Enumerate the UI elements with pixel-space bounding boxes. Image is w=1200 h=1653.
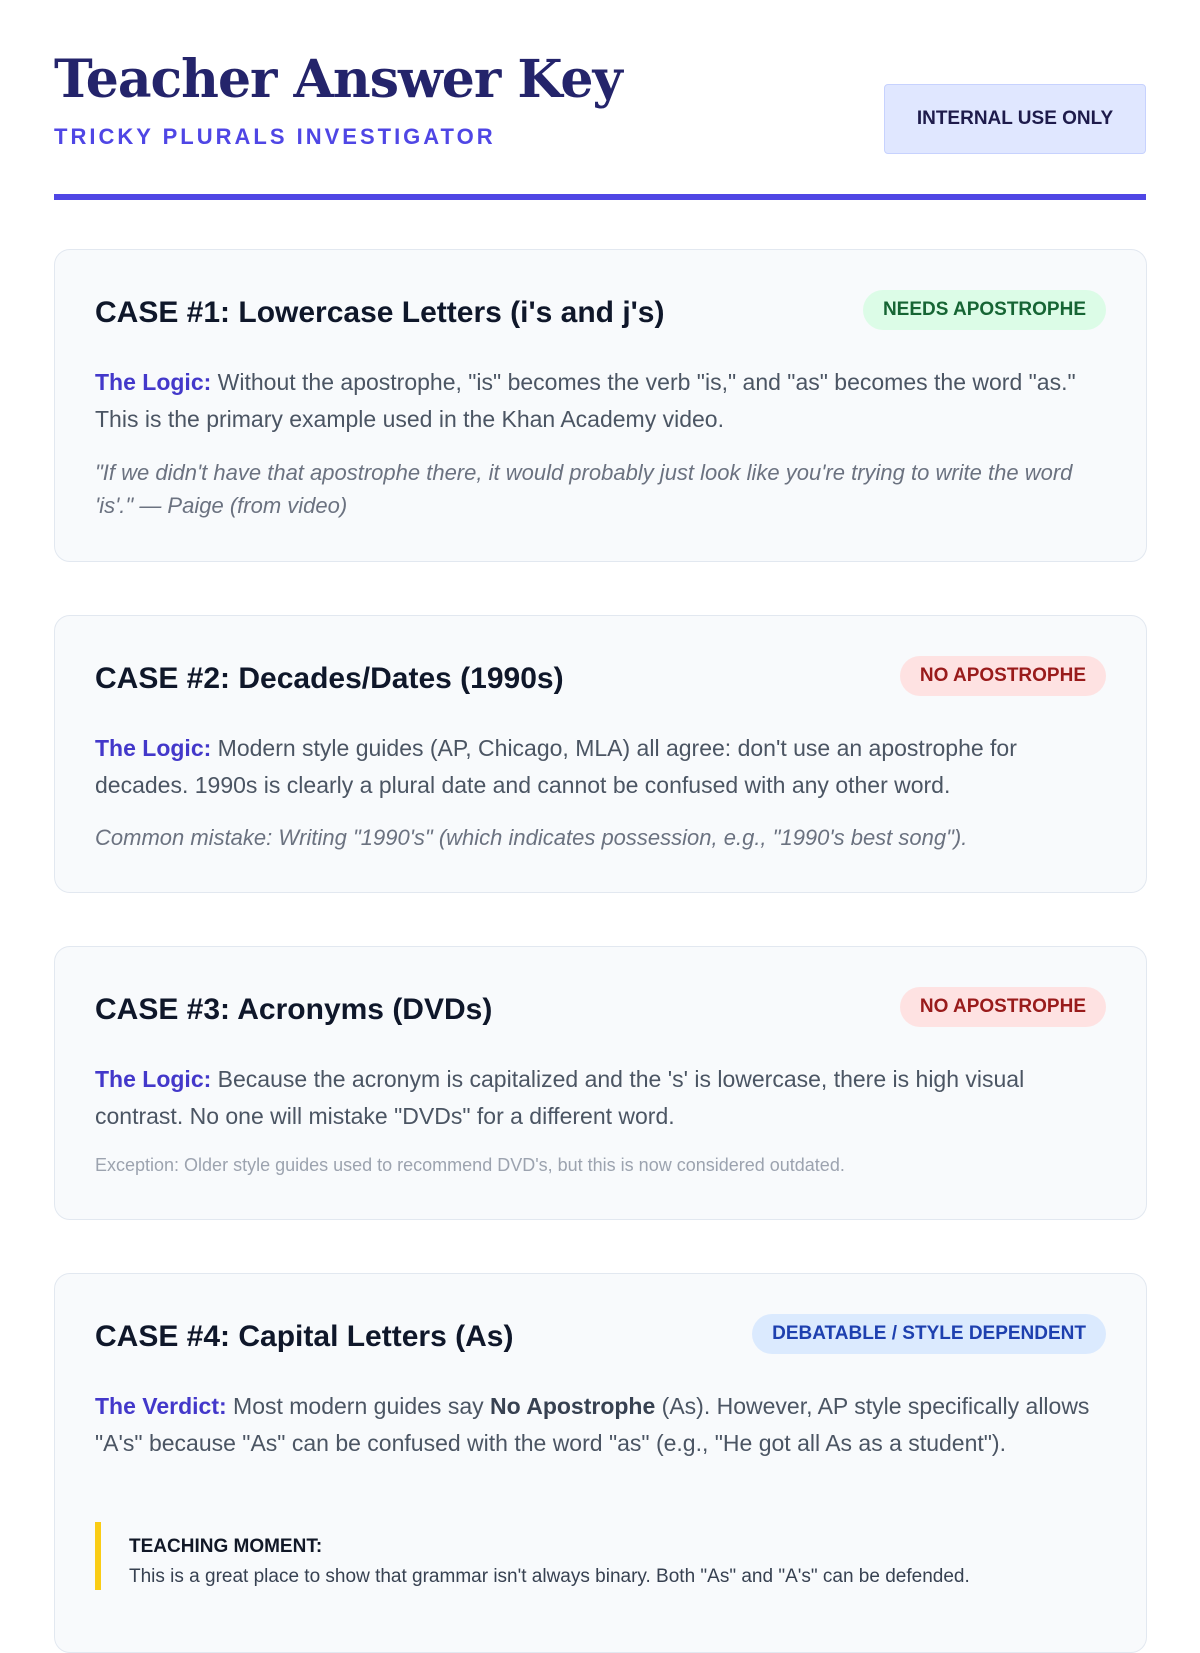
case-card-4	[54, 1273, 1147, 1653]
teaching-moment-callout	[95, 1522, 1106, 1590]
verdict-emphasis: No Apostrophe	[490, 1393, 656, 1419]
case-explanation	[95, 730, 1106, 804]
verdict-text-after: (As). However, AP style specifically allows "A's" because "As" can be confused with the word "as" (e.g., "He got all As as a student").	[95, 1393, 1090, 1456]
case-explanation	[95, 1061, 1106, 1135]
logic-label: The Logic:	[95, 369, 212, 395]
teaching-moment-label: TEACHING MOMENT:	[129, 1536, 323, 1557]
verdict-text-before: Most modern guides say	[233, 1393, 484, 1419]
case-quote: "If we didn't have that apostrophe there, it would probably just look like you're trying to write the word 'is'." — Paige (from video)	[95, 460, 1073, 518]
verdict-label: The Verdict:	[95, 1393, 227, 1419]
case-explanation	[95, 364, 1106, 438]
teaching-moment-text: This is a great place to show that grammar isn't always binary. Both "As" and "A's" can be defended.	[129, 1566, 970, 1587]
page-title: Teacher Answer Key	[54, 49, 622, 110]
case-card-2	[54, 615, 1147, 893]
case-title: CASE #1: Lowercase Letters (i's and j's)	[95, 296, 665, 329]
logic-text: Without the apostrophe, "is" becomes the verb "is," and "as" becomes the word "as." This is the primary example used in the Khan Academy video.	[95, 369, 1076, 432]
page-header	[54, 0, 1146, 200]
logic-text: Modern style guides (AP, Chicago, MLA) all agree: don't use an apostrophe for decades. 1990s is clearly a plural date and cannot be confused with any other word.	[95, 735, 1017, 798]
case-card-1	[54, 249, 1147, 562]
page-subtitle: TRICKY PLURALS INVESTIGATOR	[54, 124, 496, 149]
case-title: CASE #3: Acronyms (DVDs)	[95, 993, 493, 1026]
logic-label: The Logic:	[95, 1066, 212, 1092]
logic-label: The Logic:	[95, 735, 212, 761]
status-badge: NO APOSTROPHE	[900, 987, 1106, 1027]
logic-text: Because the acronym is capitalized and the 's' is lowercase, there is high visual contrast. No one will mistake "DVDs" for a different word.	[95, 1066, 1025, 1129]
status-badge: DEBATABLE / STYLE DEPENDENT	[752, 1314, 1106, 1354]
case-common-mistake: Common mistake: Writing "1990's" (which indicates possession, e.g., "1990's best song").	[95, 825, 968, 850]
case-exception: Exception: Older style guides used to recommend DVD's, but this is now considered outdated.	[95, 1155, 845, 1175]
status-badge: NO APOSTROPHE	[900, 656, 1106, 696]
case-explanation	[95, 1388, 1106, 1462]
case-card-3	[54, 946, 1147, 1220]
status-badge: NEEDS APOSTROPHE	[863, 290, 1106, 330]
case-title: CASE #2: Decades/Dates (1990s)	[95, 662, 564, 695]
case-title: CASE #4: Capital Letters (As)	[95, 1320, 514, 1353]
internal-use-badge: INTERNAL USE ONLY	[884, 84, 1146, 154]
